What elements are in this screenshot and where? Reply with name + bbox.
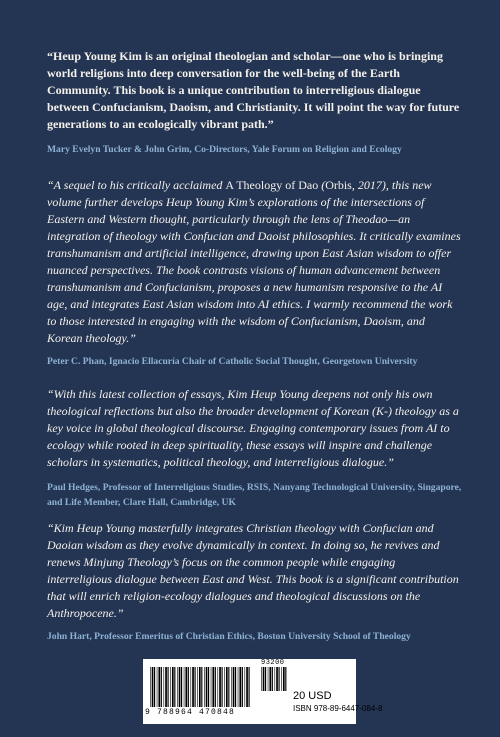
isbn-label: ISBN 978-89-6447-084-8 xyxy=(293,704,383,713)
barcode-bar xyxy=(201,667,202,707)
barcode-bar xyxy=(174,667,175,707)
barcode-bar xyxy=(165,667,167,707)
barcode-bar xyxy=(161,667,162,707)
endorsement-attribution: Mary Evelyn Tucker & John Grim, Co-Directors, Yale Forum on Religion and Ecology xyxy=(47,144,402,155)
barcode-bar xyxy=(168,667,169,707)
endorsement-hedges xyxy=(47,386,463,510)
barcode-bar xyxy=(238,667,239,707)
barcode-bar xyxy=(184,667,185,707)
barcode-bar xyxy=(195,667,196,707)
endorsement-quote: “With this latest collection of essays, Kim Heup Young deepens not only his own theological reflections but also the broader development of Korean (K-) theology as a key voice in global theological discourse. Engaging contemporary issues from AI to ecology while rooted in deep spirituality, these essays will inspire and challenge scholars in systematics, political theology, and interreligious dialogue.” xyxy=(47,387,459,469)
barcode-bar xyxy=(188,667,189,707)
barcode-bar xyxy=(222,667,223,707)
price-addon-barcode xyxy=(260,667,288,691)
barcode-bar xyxy=(208,667,209,707)
barcode-bar xyxy=(242,667,243,707)
addon-digits: 93200 xyxy=(261,659,285,667)
barcode-bar xyxy=(279,667,280,691)
barcode-bar xyxy=(226,667,228,707)
quote-part: “A sequel to his critically acclaimed xyxy=(47,178,226,192)
barcode-bar xyxy=(263,667,265,691)
endorsement-tucker-grim xyxy=(47,48,463,157)
barcode-bar xyxy=(281,667,282,691)
barcode-bar xyxy=(158,667,160,707)
barcode-bar xyxy=(206,667,208,707)
barcode-bar xyxy=(154,667,155,707)
barcode-bar xyxy=(215,667,216,707)
barcode-bar xyxy=(246,667,248,707)
barcode-bar xyxy=(204,667,205,707)
endorsement-quote: “Heup Young Kim is an original theologian and scholar—one who is bringing world religions into deep conversation for the well-being of the Earth Community. This book is a unique contribution to interreligious dialogue between Confucianism, Daoism, and Christianity. It will point the way for future generations to an ecologically vibrant path.” xyxy=(47,49,460,131)
barcode-bar xyxy=(192,667,194,707)
barcode-bar xyxy=(231,667,232,707)
barcode-bar xyxy=(197,667,198,707)
barcode-bar xyxy=(283,667,285,691)
barcode-bar xyxy=(199,667,201,707)
price-label: 20 USD xyxy=(293,690,332,702)
endorsement-attribution: Paul Hedges, Professor of Interreligious Studies, RSIS, Nanyang Technological University, Singapore, and Life Member, Clare Hall, Cambridge, UK xyxy=(47,482,462,508)
barcode-bar xyxy=(285,667,286,691)
barcode-bar xyxy=(164,667,165,707)
barcode-bar xyxy=(275,667,276,691)
barcode-bar xyxy=(170,667,171,707)
book-title: A Theology of Dao xyxy=(225,178,319,192)
barcode-bar xyxy=(181,667,182,707)
barcode-bar xyxy=(185,667,187,707)
isbn-barcode xyxy=(149,667,251,707)
barcode-bar xyxy=(219,667,221,707)
barcode-bar xyxy=(150,667,151,707)
barcode-bar xyxy=(172,667,174,707)
quote-part: ( xyxy=(318,178,326,192)
barcode-bar xyxy=(233,667,235,707)
barcode-bar xyxy=(269,667,271,691)
barcode-bar xyxy=(249,667,250,707)
barcode-label xyxy=(143,659,383,724)
barcode-bar xyxy=(218,667,219,707)
barcode-bar xyxy=(191,667,192,707)
barcode-bar xyxy=(152,667,154,707)
endorsement-quote xyxy=(47,177,463,347)
barcode-bar xyxy=(179,667,181,707)
barcode-bar xyxy=(157,667,158,707)
publisher-name: Orbis xyxy=(325,178,352,192)
endorsement-quote: “Kim Heup Young masterfully integrates Christian theology with Confucian and Daoian wisdom as they evolve dynamically in context. In doing so, he revives and renews Minjung Theology’s focus on the common people while engaging interreligious dialogue between East and West. This book is a significant contribution that will enrich religion-ecology dialogues and theological discussions on the Anthropocene.” xyxy=(47,521,459,620)
endorsement-attribution: John Hart, Professor Emeritus of Christian Ethics, Boston University School of Theology xyxy=(47,631,411,642)
barcode-bar xyxy=(239,667,241,707)
barcode-bar xyxy=(235,667,236,707)
endorsement-hart xyxy=(47,520,463,644)
barcode-bar xyxy=(224,667,225,707)
barcode-bar xyxy=(268,667,269,691)
endorsement-attribution: Peter C. Phan, Ignacio Ellacuría Chair of Catholic Social Thought, Georgetown University xyxy=(47,356,418,367)
barcode-bar xyxy=(265,667,266,691)
barcode-bar xyxy=(261,667,262,691)
barcode-bar xyxy=(212,667,214,707)
barcode-digits: 9 788964 470848 xyxy=(145,708,236,717)
endorsement-phan xyxy=(47,177,463,369)
barcode-bar xyxy=(177,667,178,707)
barcode-bar xyxy=(272,667,273,691)
barcode-bar xyxy=(211,667,212,707)
barcode-bar xyxy=(228,667,229,707)
barcode-bar xyxy=(276,667,278,691)
quote-part: , 2017), this new volume further develops Heup Young Kim’s explorations of the intersections of Eastern and Western thought, particularly through the lens of Theodao—an integration of theology with Confucian and Daoist philosophies. It critically examines transhumanism and artificial intelligence, drawing upon East Asian wisdom to offer nuanced perspectives. The book contrasts visions of human advancement between transhumanism and Confucianism, proposes a new humanism responsive to the AI age, and integrates East Asian wisdom into AI ethics. I warmly recommend the work to those interested in engaging with the wisdom of Confucianism, Daoism, and Korean theology.” xyxy=(47,178,461,345)
barcode-bar xyxy=(245,667,246,707)
